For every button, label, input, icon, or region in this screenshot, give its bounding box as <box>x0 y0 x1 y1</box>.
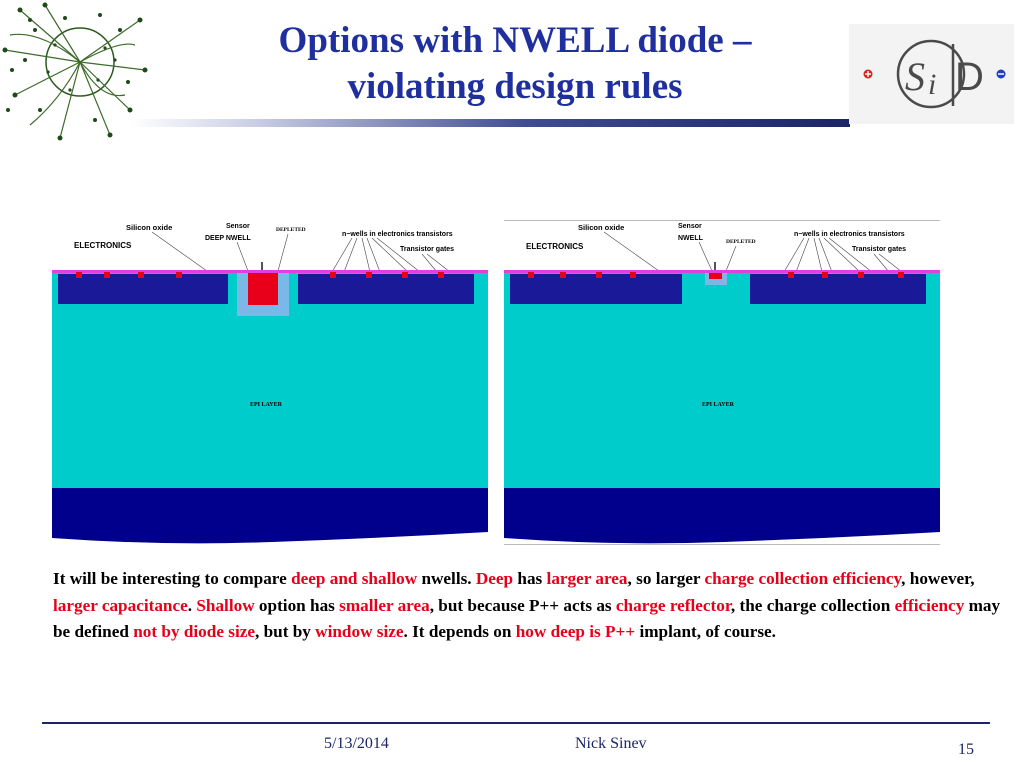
label-sensor-type: DEEP NWELL <box>205 235 251 242</box>
logo-letter-s: S <box>905 54 925 99</box>
caption-paragraph <box>53 566 1003 646</box>
label-epi-layer: EPI LAYER <box>702 402 734 408</box>
event-display-logo <box>0 0 150 145</box>
caption-text: . <box>187 595 197 615</box>
label-epi-layer: EPI LAYER <box>250 402 282 408</box>
label-transistor-gates: Transistor gates <box>852 246 907 253</box>
caption-text: It will be interesting to compare <box>53 569 292 588</box>
label-silicon-oxide: Silicon oxide <box>126 223 173 232</box>
pwell-right <box>298 274 474 304</box>
title-divider <box>130 119 850 127</box>
deep-nwell-diagram <box>52 216 488 550</box>
label-sensor: Sensor <box>226 223 250 230</box>
logo-letter-i: i <box>928 68 937 101</box>
caption-highlight: how deep is P++ <box>515 622 636 641</box>
label-silicon-oxide: Silicon oxide <box>578 223 625 232</box>
caption-highlight: efficiency <box>894 595 965 615</box>
caption-text: . It depends on <box>403 622 516 641</box>
caption-highlight: window size <box>315 622 404 641</box>
label-sensor-type: NWELL <box>678 235 703 242</box>
sensor-nwell <box>709 273 722 279</box>
top-border <box>504 220 940 221</box>
sid-logo-graphic <box>849 24 1014 124</box>
logo-letter-d: D <box>955 55 984 99</box>
caption-highlight: deep and shallow <box>291 569 418 588</box>
footer-date: 5/13/2014 <box>324 735 389 752</box>
slide-title-line1: Options with NWELL diode – <box>278 20 752 61</box>
caption-highlight: not by diode size <box>133 622 255 641</box>
label-nwells: n−wells in electronics transistors <box>342 231 453 238</box>
label-depleted: DEPLETED <box>276 227 306 233</box>
sensor-deep-nwell <box>248 273 278 305</box>
silicon-oxide-strip <box>504 270 940 273</box>
pwell-right <box>750 274 926 304</box>
caption-text: , however, <box>901 569 975 588</box>
caption-highlight: charge reflector <box>615 595 731 615</box>
slide-title-line2: violating design rules <box>347 66 683 107</box>
label-electronics: ELECTRONICS <box>526 242 584 251</box>
caption-text: implant, of course. <box>635 622 776 641</box>
slide-title <box>200 18 830 110</box>
caption-highlight: larger capacitance <box>53 595 188 615</box>
substrate <box>52 488 488 543</box>
caption-text: , but because P++ acts as <box>429 595 616 615</box>
label-transistor-gates: Transistor gates <box>400 246 455 253</box>
label-electronics: ELECTRONICS <box>74 241 132 250</box>
pwell-left <box>510 274 682 304</box>
substrate <box>504 488 940 543</box>
pwell-left <box>58 274 228 304</box>
caption-text: option has <box>254 595 340 615</box>
caption-highlight: smaller area <box>339 595 430 615</box>
caption-text: has <box>513 569 547 588</box>
caption-highlight: larger area <box>546 569 628 588</box>
label-depleted: DEPLETED <box>726 239 756 245</box>
epi-layer <box>504 272 940 490</box>
footer-divider <box>42 722 990 724</box>
label-nwells: n−wells in electronics transistors <box>794 231 905 238</box>
caption-text: nwells. <box>417 569 476 588</box>
caption-text: may be defined <box>53 595 1001 641</box>
caption-text: , so larger <box>627 569 705 588</box>
label-sensor: Sensor <box>678 223 702 230</box>
silicon-oxide-strip <box>52 270 488 273</box>
caption-highlight: charge collection efficiency <box>704 569 902 588</box>
caption-highlight: Deep <box>475 569 514 588</box>
bottom-border <box>504 544 940 545</box>
event-display-graphic <box>0 0 150 145</box>
caption-text: , but by <box>254 622 316 641</box>
caption-text: , the charge collection <box>730 595 895 615</box>
page-number: 15 <box>958 741 974 758</box>
sid-logo <box>849 24 1014 124</box>
shallow-nwell-diagram <box>504 216 940 550</box>
caption-highlight: Shallow <box>196 595 255 615</box>
footer-author: Nick Sinev <box>575 735 647 752</box>
